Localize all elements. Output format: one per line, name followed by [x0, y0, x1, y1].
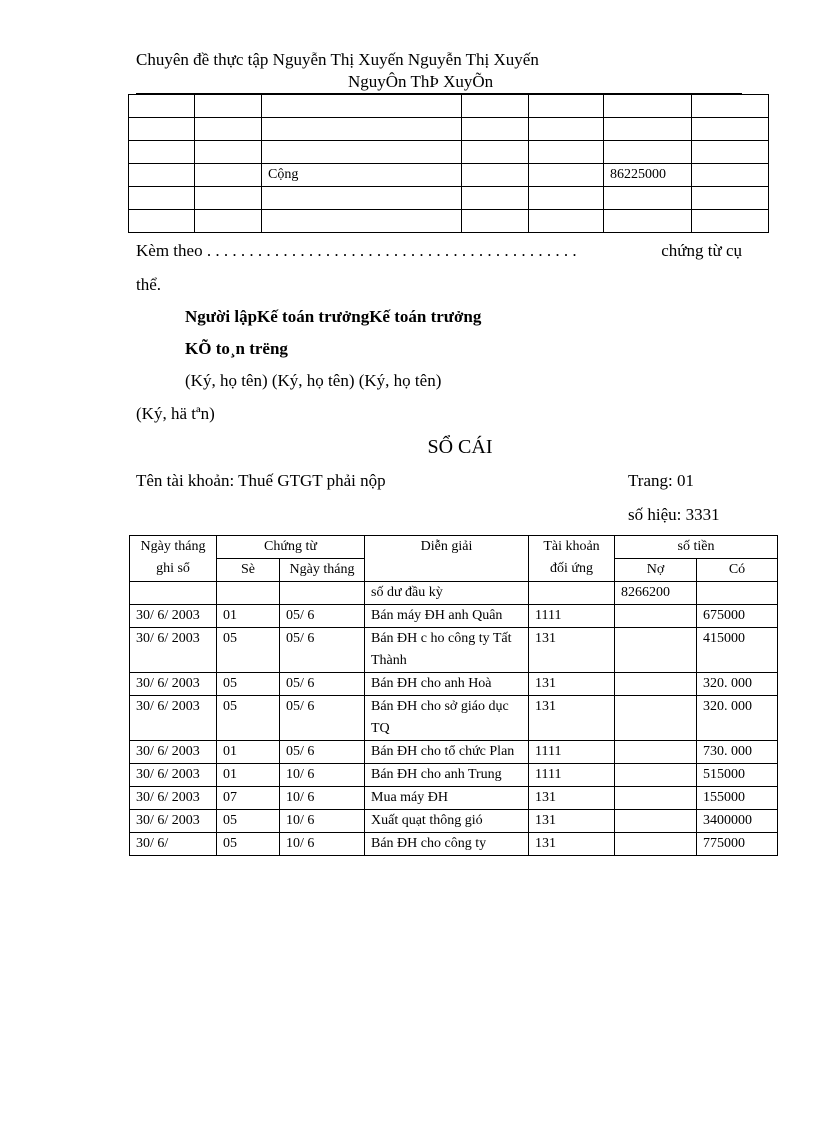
row-counter-account: 131	[529, 810, 615, 833]
row-counter-account: 1111	[529, 605, 615, 628]
row-voucher-no: 05	[217, 810, 280, 833]
row-description: Bán ĐH cho sở giáo dục TQ	[365, 696, 529, 741]
header-debit: Nợ	[615, 559, 697, 582]
table-row-total	[129, 164, 769, 187]
row-date: 30/ 6/ 2003	[130, 787, 217, 810]
row-debit	[615, 605, 697, 628]
row-voucher-no: 05	[217, 696, 280, 741]
row-voucher-no: 07	[217, 787, 280, 810]
header-date-posted: Ngày tháng ghi sổ	[130, 536, 217, 582]
attachment-continuation: thể.	[136, 275, 162, 294]
row-credit: 155000	[697, 787, 778, 810]
row-description: Bán ĐH c ho công ty Tất Thành	[365, 628, 529, 673]
attachment-prefix: Kèm theo . . . . . . . . . . . . . . . . . . . . . . . . . . . . . . . . . . . . . . . . . . . .	[136, 241, 577, 260]
row-debit	[615, 696, 697, 741]
page-number: Trang: 01	[628, 471, 694, 490]
table-row	[130, 764, 778, 787]
row-voucher-date: 05/ 6	[280, 741, 365, 764]
row-date: 30/ 6/ 2003	[130, 696, 217, 741]
table-row	[129, 141, 769, 164]
row-voucher-date: 10/ 6	[280, 787, 365, 810]
table-row	[130, 605, 778, 628]
row-description: Bán ĐH cho tổ chức Plan	[365, 741, 529, 764]
row-date: 30/ 6/ 2003	[130, 741, 217, 764]
row-date: 30/ 6/ 2003	[130, 673, 217, 696]
row-date: 30/ 6/ 2003	[130, 810, 217, 833]
row-credit: 415000	[697, 628, 778, 673]
header-amount: số tiền	[615, 536, 778, 559]
row-counter-account: 131	[529, 628, 615, 673]
table-row	[130, 673, 778, 696]
signature-role-garbled: KÕ to¸n trëng	[185, 339, 288, 358]
table-row	[130, 810, 778, 833]
row-debit	[615, 810, 697, 833]
page-header-line2: NguyÔn ThÞ XuyÕn	[348, 72, 494, 91]
row-description: Xuất quạt thông gió	[365, 810, 529, 833]
row-counter-account: 1111	[529, 764, 615, 787]
total-label: Cộng	[262, 164, 462, 187]
row-voucher-no: 01	[217, 741, 280, 764]
signature-line-garbled: (Ký, hä tªn)	[136, 404, 215, 423]
row-debit	[615, 628, 697, 673]
row-description: Bán ĐH cho anh Trung	[365, 764, 529, 787]
opening-debit: 8266200	[615, 582, 697, 605]
opening-balance-row	[130, 582, 778, 605]
row-voucher-date: 05/ 6	[280, 673, 365, 696]
row-credit: 320. 000	[697, 696, 778, 741]
ledger-title: SỔ CÁI	[427, 436, 493, 458]
table-row	[130, 787, 778, 810]
row-voucher-date: 10/ 6	[280, 764, 365, 787]
row-counter-account: 131	[529, 696, 615, 741]
row-voucher-date: 05/ 6	[280, 605, 365, 628]
header-voucher: Chứng từ	[217, 536, 365, 559]
attachment-line	[136, 241, 742, 261]
row-voucher-no: 01	[217, 605, 280, 628]
header-voucher-date: Ngày tháng	[280, 559, 365, 582]
row-debit	[615, 673, 697, 696]
row-credit: 3400000	[697, 810, 778, 833]
table-row	[130, 696, 778, 741]
signature-roles: Người lậpKế toán trưởngKế toán trưởng	[185, 307, 482, 326]
row-description: Bán ĐH cho công ty	[365, 833, 529, 856]
row-voucher-no: 05	[217, 833, 280, 856]
total-value: 86225000	[604, 164, 692, 187]
row-description: Bán máy ĐH anh Quân	[365, 605, 529, 628]
row-voucher-date: 10/ 6	[280, 810, 365, 833]
account-number: số hiệu: 3331	[628, 505, 720, 524]
row-counter-account: 1111	[529, 741, 615, 764]
row-counter-account: 131	[529, 787, 615, 810]
signature-line: (Ký, họ tên) (Ký, họ tên) (Ký, họ tên)	[185, 371, 442, 390]
top-summary-table	[128, 94, 769, 233]
row-date: 30/ 6/	[130, 833, 217, 856]
account-name: Tên tài khoản: Thuế GTGT phải nộp	[136, 471, 386, 490]
row-debit	[615, 787, 697, 810]
row-date: 30/ 6/ 2003	[130, 628, 217, 673]
row-debit	[615, 741, 697, 764]
header-voucher-no: Sè	[217, 559, 280, 582]
row-voucher-no: 01	[217, 764, 280, 787]
ledger-body	[130, 582, 778, 856]
row-description: Bán ĐH cho anh Hoà	[365, 673, 529, 696]
table-row	[129, 210, 769, 233]
table-row	[130, 833, 778, 856]
row-credit: 775000	[697, 833, 778, 856]
header-description: Diễn giải	[365, 536, 529, 582]
row-counter-account: 131	[529, 673, 615, 696]
row-credit: 675000	[697, 605, 778, 628]
row-debit	[615, 764, 697, 787]
row-voucher-date: 05/ 6	[280, 696, 365, 741]
header-credit: Có	[697, 559, 778, 582]
row-debit	[615, 833, 697, 856]
ledger-header-row	[130, 536, 778, 559]
row-counter-account: 131	[529, 833, 615, 856]
row-credit: 515000	[697, 764, 778, 787]
ledger-table	[129, 535, 778, 856]
table-row	[129, 95, 769, 118]
row-description: Mua máy ĐH	[365, 787, 529, 810]
table-row	[130, 628, 778, 673]
row-credit: 730. 000	[697, 741, 778, 764]
attachment-suffix: chứng từ cụ	[661, 241, 742, 260]
row-voucher-date: 10/ 6	[280, 833, 365, 856]
page-header-line1: Chuyên đề thực tập Nguyễn Thị Xuyến Nguyễn Thị Xuyến	[136, 50, 539, 69]
table-row	[129, 187, 769, 210]
row-voucher-date: 05/ 6	[280, 628, 365, 673]
row-credit: 320. 000	[697, 673, 778, 696]
row-voucher-no: 05	[217, 628, 280, 673]
header-counter-account: Tài khoản đối ứng	[529, 536, 615, 582]
row-voucher-no: 05	[217, 673, 280, 696]
table-row	[130, 741, 778, 764]
opening-description: số dư đầu kỳ	[365, 582, 529, 605]
table-row	[129, 118, 769, 141]
row-date: 30/ 6/ 2003	[130, 764, 217, 787]
row-date: 30/ 6/ 2003	[130, 605, 217, 628]
